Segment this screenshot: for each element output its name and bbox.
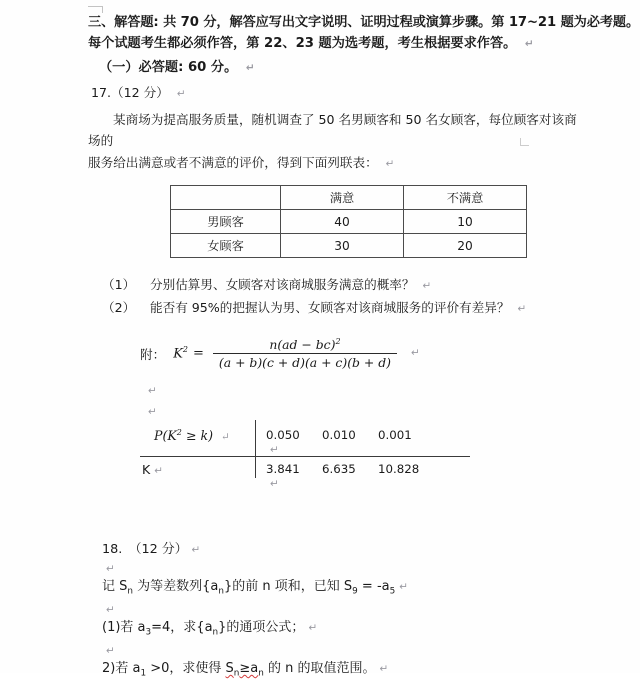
sub1-subscript-n: n (212, 627, 219, 638)
critical-table-p-exponent: 2 (176, 427, 182, 437)
sub1-part-2: =4，求{a (151, 619, 213, 635)
stem-subscript-9: 9 (352, 586, 358, 597)
paragraph-mark-icon: ↵ (106, 644, 115, 657)
formula-equals-sign: = (193, 345, 204, 361)
section-heading-line-1 (88, 15, 640, 30)
paragraph-mark-icon: ↵ (379, 662, 389, 675)
question-17-number (91, 84, 588, 100)
question-17-number-text: 17.（12 分） (91, 84, 169, 100)
paragraph-mark-icon: ↵ (106, 562, 115, 575)
question-18-subquestion-2 (102, 661, 588, 680)
table-row-header-male: 男顾客 (171, 210, 281, 234)
formula-lhs-exponent: 2 (182, 345, 188, 355)
paragraph-mark-icon: ↵ (106, 603, 115, 616)
question-18 (88, 538, 588, 680)
subquestion-2-label: （2） (102, 300, 136, 316)
question-18-number (102, 538, 588, 557)
question-18-subquestion-1 (102, 620, 588, 639)
blank-paragraph-line (102, 639, 588, 661)
stem-part-3: }的前 n 项和，已知 S (223, 578, 353, 594)
subsection-heading-text: （一）必答题: 60 分。 (99, 60, 238, 76)
table-cell-female-satisfied: 30 (281, 234, 404, 258)
paragraph-mark-icon: ↵ (385, 157, 395, 170)
table-corner-cell (171, 186, 281, 210)
paragraph-mark-icon: ↵ (270, 477, 279, 490)
question-17-stem-line-1 (88, 110, 588, 151)
blank-paragraph-line (144, 400, 588, 418)
subquestion-2-text: 能否有 95%的把握认为男、女顾客对该商城服务的评价有差异？ (150, 300, 510, 316)
spellcheck-underlined-expression (225, 660, 264, 679)
subsection-heading (99, 61, 588, 74)
critical-table-probability-values (266, 428, 470, 456)
sub1-subscript-3: 3 (145, 627, 152, 638)
paragraph-mark-icon: ↵ (148, 384, 157, 397)
paragraph-mark-icon: ↵ (399, 580, 409, 593)
formula-lead-label: 附： (140, 346, 166, 362)
question-17-subquestion-2 (102, 297, 588, 320)
table-column-header-unsatisfied: 不满意 (404, 186, 527, 210)
question-17-stem-line-1-text: 某商场为提高服务质量，随机调查了 50 名男顾客和 50 名女顾客，每位顾客对该商场的 (88, 112, 577, 148)
blank-paragraph-line (102, 557, 588, 579)
question-18-stem (102, 579, 588, 598)
stem-subscript-n-2: n (218, 586, 224, 597)
document-content (88, 15, 640, 680)
stem-subscript-n: n (127, 586, 133, 597)
paragraph-mark-icon: ↵ (245, 62, 255, 75)
question-17-stem-line-2-text: 服务给出满意或者不满意的评价，得到下面列联表： (88, 154, 378, 170)
contingency-table (170, 185, 527, 258)
probability-value: 0.001 (378, 427, 412, 442)
probability-value: 0.050 (266, 427, 300, 442)
chi-square-formula (140, 337, 588, 370)
paragraph-mark-icon: ↵ (517, 303, 527, 316)
critical-table-k-label: K (142, 461, 151, 477)
sub2-expr-s: S (225, 660, 234, 676)
k-value: 10.828 (378, 461, 420, 476)
scan-corner-mark-top-left (88, 6, 103, 13)
subquestion-1-text: 分别估算男、女顾客对该商城服务满意的概率？ (150, 277, 415, 293)
question-17-subquestions (88, 274, 588, 319)
sub2-part-2: >0，求使得 (146, 660, 226, 676)
critical-table-horizontal-rule (140, 456, 470, 457)
sub2-part-3: 的 n 的取值范围。 (263, 660, 376, 676)
critical-table-p-label: P(K (154, 428, 177, 443)
paragraph-mark-icon: ↵ (176, 87, 186, 100)
formula-lhs-symbol: K (173, 346, 183, 362)
paragraph-mark-icon: ↵ (422, 280, 432, 293)
formula-denominator: (a + b)(c + d)(a + c)(b + d) (218, 354, 391, 370)
contingency-table-wrapper (170, 185, 523, 258)
formula-lhs (173, 345, 188, 361)
paragraph-mark-icon: ↵ (191, 543, 201, 556)
formula-numerator-text: n(ad − bc) (269, 336, 336, 352)
critical-table-k-values (266, 462, 470, 490)
paragraph-mark-icon: ↵ (221, 431, 230, 443)
paragraph-mark-icon: ↵ (524, 38, 534, 51)
table-cell-male-unsatisfied: 10 (404, 210, 527, 234)
blank-paragraph-line (144, 379, 588, 397)
section-heading-line-2-text: 每个试题考生都必须作答，第 22、23 题为选考题，考生根据要求作答。 (88, 36, 517, 52)
critical-table-vertical-rule (255, 420, 256, 478)
critical-table-row-header-probability (154, 428, 230, 443)
formula-numerator (263, 337, 346, 353)
question-17-stem-line-2 (88, 153, 588, 173)
stem-part-2: 为等差数列{a (133, 578, 219, 594)
table-header-row (171, 186, 527, 210)
stem-part-4: = -a (357, 578, 390, 594)
stem-subscript-5: 5 (389, 586, 396, 597)
subquestion-1-label: （1） (102, 277, 136, 293)
sub1-part-1: (1)若 a (102, 619, 146, 635)
probability-value: 0.010 (322, 427, 356, 442)
section-heading-line-2 (88, 37, 588, 50)
paragraph-mark-icon: ↵ (154, 464, 164, 477)
paragraph-mark-icon: ↵ (308, 621, 318, 634)
k-value: 6.635 (322, 461, 356, 476)
critical-table-row-header-k (142, 462, 163, 477)
section-heading-line-1-text: 三、解答题: 共 70 分，解答应写出文字说明、证明过程或演算步骤。第 17~21 题为必考题。 (88, 15, 640, 30)
k-value: 3.841 (266, 461, 300, 476)
table-cell-male-satisfied: 40 (281, 210, 404, 234)
table-row (171, 210, 527, 234)
table-cell-female-unsatisfied: 20 (404, 234, 527, 258)
paragraph-mark-icon: ↵ (411, 347, 420, 360)
question-18-number-text: 18. （12 分） (102, 541, 188, 557)
sub1-part-3: }的通项公式； (218, 619, 305, 635)
blank-paragraph-line (102, 598, 588, 620)
paragraph-mark-icon: ↵ (270, 443, 279, 456)
table-row (171, 234, 527, 258)
sub2-expr-subscript-n: n (233, 668, 240, 679)
sub2-expr-subscript-n-2: n (258, 668, 264, 679)
sub2-subscript-1: 1 (140, 668, 147, 679)
table-row-header-female: 女顾客 (171, 234, 281, 258)
critical-values-table (140, 420, 470, 490)
paragraph-mark-icon: ↵ (148, 405, 157, 418)
critical-table-p-label-rest: ≥ k) (181, 428, 213, 443)
question-17-subquestion-1 (102, 274, 588, 297)
stem-part-1: 记 S (102, 578, 128, 594)
table-column-header-satisfied: 满意 (281, 186, 404, 210)
formula-numerator-exponent: 2 (335, 336, 341, 346)
sub2-part-1: 2)若 a (102, 660, 141, 676)
formula-fraction (213, 337, 397, 370)
sub2-expr-geq-a: ≥a (239, 660, 259, 676)
